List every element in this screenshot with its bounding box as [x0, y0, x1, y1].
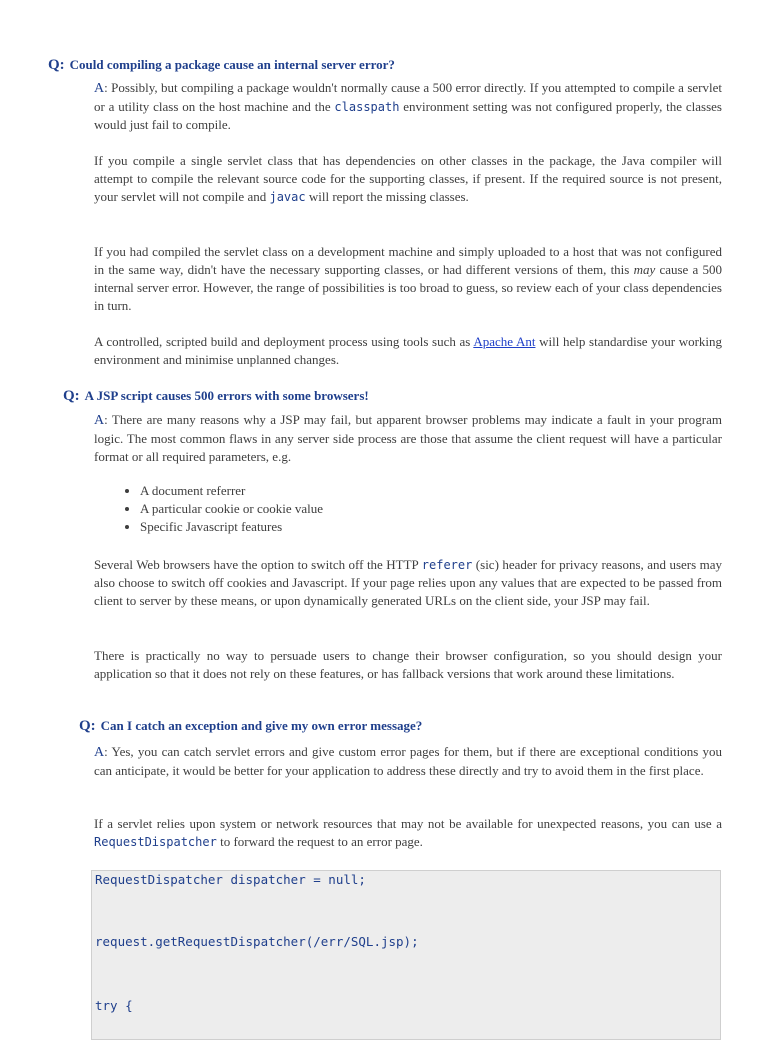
- apache-ant-link[interactable]: Apache Ant: [473, 334, 536, 349]
- question-marker: Q:: [48, 57, 65, 73]
- answer-3-p2-text: If a servlet relies upon system or network resources that may not be available for unexpected reasons, you can use a: [94, 816, 722, 831]
- request-dispatcher-code: RequestDispatcher: [94, 835, 217, 849]
- code-block: [91, 870, 721, 1040]
- answer-2-p2-text-end: (sic) header for privacy reasons, and users may also choose to switch off cookies and Javascript. If your page relies upon any values that are expected to be passed from client to server by these means, or upon dynamically generated URLs on the client side, your JSP may fail.: [94, 557, 723, 608]
- question-1-text: Could compiling a package cause an internal server error?: [69, 57, 395, 72]
- question-1-heading: [48, 57, 395, 74]
- answer-1-paragraph-4: [94, 333, 722, 369]
- answer-3-paragraph-1: [94, 743, 722, 780]
- question-3-text: Can I catch an exception and give my own error message?: [100, 718, 423, 733]
- answer-marker: A: [94, 745, 105, 760]
- code-line: try {: [95, 998, 133, 1013]
- referer-code: referer: [421, 558, 473, 572]
- answer-3-paragraph-2: [94, 815, 722, 851]
- answer-2-paragraph-3: [94, 647, 722, 683]
- answer-2-p3-text: There is practically no way to persuade users to change their browser configuration, so you should design your application so that it does not rely on these features, or has fallback versions that work around these limitations.: [94, 648, 722, 681]
- requirement-bullet-list: [118, 482, 323, 536]
- answer-marker: A: [94, 413, 105, 428]
- question-2-heading: [63, 388, 369, 405]
- classpath-code: classpath: [334, 100, 400, 114]
- answer-2-paragraph-2: [94, 556, 722, 610]
- javac-code: javac: [269, 190, 306, 204]
- answer-1-p2-text: If you compile a single servlet class that has dependencies on other classes in the package, the Java compiler will attempt to compile the relevant source code for the supporting classes, if present. If the required source is not present, your servlet will not compile and: [94, 153, 722, 204]
- list-item: • Specific Javascript features: [140, 518, 323, 536]
- list-item: • A document referrer: [140, 482, 323, 500]
- answer-1-paragraph-2: [94, 152, 722, 206]
- answer-1-p4-text: A controlled, scripted build and deployment process using tools such as: [94, 334, 474, 349]
- answer-2-paragraph-1: [94, 411, 722, 466]
- question-3-heading: [79, 718, 422, 735]
- list-item: • A particular cookie or cookie value: [140, 500, 323, 518]
- answer-1-paragraph-3: [94, 243, 722, 315]
- answer-1-p3-text-end: cause a 500 internal server error. However, the range of possibilities is too broad to guess, so review each of your class dependencies in turn.: [94, 262, 723, 313]
- answer-3-p2-text-end: to forward the request to an error page.: [216, 834, 423, 849]
- may-emphasis: may: [633, 262, 656, 277]
- answer-3-p1-text: : Yes, you can catch servlet errors and give custom error pages for them, but if there are exceptional conditions you can anticipate, it would be better for your application to address these directly and try to avoid them in the first place.: [94, 744, 722, 778]
- code-line: request.getRequestDispatcher(/err/SQL.jsp);: [95, 934, 419, 949]
- answer-1-p2-text-end: will report the missing classes.: [305, 189, 469, 204]
- answer-1-paragraph-1: [94, 79, 722, 134]
- code-line: RequestDispatcher dispatcher = null;: [95, 872, 366, 887]
- answer-2-p1-text: : There are many reasons why a JSP may fail, but apparent browser problems may indicate a fault in your program logic. The most common flaws in any server side process are those that assume the client request will have a particular format or all required parameters, e.g.: [94, 412, 722, 464]
- question-marker: Q:: [79, 718, 96, 734]
- answer-1-p1-text: : Possibly, but compiling a package wouldn't normally cause a 500 error directly. If you attempted to compile a servlet or a utility class on the host machine and the: [94, 80, 722, 114]
- question-marker: Q:: [63, 388, 80, 404]
- answer-1-p4-text-end: will help standardise your working environment and minimise unplanned changes.: [94, 334, 723, 367]
- question-2-text: A JSP script causes 500 errors with some browsers!: [84, 388, 369, 403]
- answer-marker: A: [94, 81, 105, 96]
- answer-1-p1-text-end: environment setting was not configured properly, the classes would just fail to compile.: [94, 99, 722, 132]
- answer-2-p2-text: Several Web browsers have the option to switch off the HTTP: [94, 557, 422, 572]
- answer-1-p3-text: If you had compiled the servlet class on a development machine and simply uploaded to a host that was not configured in the same way, didn't have the necessary supporting classes, or had different versions of them, this: [94, 244, 722, 277]
